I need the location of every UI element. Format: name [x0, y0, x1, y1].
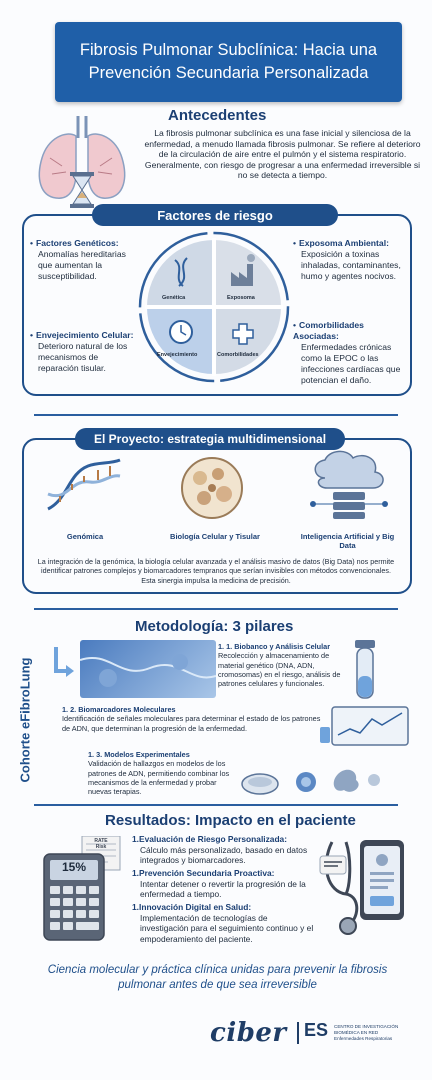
cloud-data-illustration	[303, 448, 395, 520]
wheel-label-exposoma: Exposoma	[227, 295, 255, 301]
result-item-1-title: Evaluación de Riesgo Personalizada:	[139, 834, 288, 844]
antecedentes-text: La fibrosis pulmonar subclínica es una fase inicial y silenciosa de la enfermedad, a menudo llamada fibrosis pulmonar. Se refiere al deterioro de la circulación de aire entre el pulmón y el sistema respiratorio. Generalmente, con riesgo de progresar a una enfermedad irreversible si no se detecta a tiempo.	[144, 128, 421, 181]
result-item-3-num: 1.	[132, 902, 139, 912]
result-item-2-text: Intentar detener o revertir la progresión de la enfermedad a tiempo.	[140, 878, 306, 900]
risk-wheel	[135, 228, 293, 386]
pillar-1-text: Recolección y almacenamiento de material genético (DNA, ADN, cromosomas) en el riesgo, análisis de patrones celulares y funcionales.	[218, 651, 341, 689]
microscopy-image	[80, 640, 216, 698]
org-line-1: CENTRO DE INVESTIGACIÓN	[334, 1024, 399, 1029]
section-divider	[34, 804, 398, 806]
closing-quote: Ciencia molecular y práctica clínica unidas para prevenir la fibrosis pulmonar antes de que sea irreversible	[47, 964, 388, 991]
test-tube-icon	[352, 640, 378, 704]
ciber-logo	[210, 1018, 287, 1048]
pillar-3	[88, 750, 238, 796]
result-item-3-title: Innovación Digital en Salud:	[139, 902, 252, 912]
lungs-hourglass-illustration	[28, 108, 136, 212]
arrow-icon	[52, 645, 78, 681]
pillar-2	[62, 705, 322, 733]
result-item-1-num: 1.	[132, 834, 139, 844]
cohorte-side-label-wrap	[10, 640, 40, 800]
result-item-3-text: Implementación de tecnologías de investigación para el seguimiento continuo y el empoderamiento del paciente.	[140, 912, 314, 944]
factor-comorbilidades-title: Comorbilidades Asociadas:	[293, 320, 364, 341]
cohorte-side-label: Cohorte eFibroLung	[17, 657, 33, 783]
proyecto-item-genomica: Genómica	[66, 532, 104, 541]
result-item-2-num: 1.	[132, 868, 139, 878]
experimental-models-icons	[238, 756, 388, 806]
resultados-heading: Resultados: Impacto en el paciente	[105, 812, 356, 829]
title-banner	[55, 22, 402, 102]
cell-petri-illustration	[178, 452, 246, 522]
calc-display: 15%	[61, 860, 87, 874]
factores-heading: Factores de riesgo	[92, 204, 338, 226]
pillar-2-text: Identificación de señales moleculares para determinar el estado de los patrones de ADN, que determinan la progresión de la enfermedad.	[62, 714, 321, 733]
pillar-2-title: 1. 2. Biomarcadores Moleculares	[62, 705, 176, 714]
calculator-illustration	[38, 836, 124, 944]
logo-separator	[297, 1022, 299, 1044]
proyecto-item-biologia: Biología Celular y Tisular	[170, 532, 260, 541]
ciber-logo-text: ciber	[210, 1018, 287, 1048]
org-line-2: BIOMÉDICA EN RED	[334, 1030, 379, 1035]
wheel-label-genetica: Genética	[162, 295, 186, 301]
proyecto-item-ia: Inteligencia Artificial y Big Data	[300, 532, 395, 550]
pillar-1	[218, 642, 350, 688]
proyecto-heading: El Proyecto: estrategia multidimensional	[75, 428, 345, 450]
factor-geneticos: • Factores Genéticos: Anomalías hereditarias que aumentan la susceptibilidad.	[30, 238, 130, 282]
wheel-label-envejecimiento: Envejecimiento	[157, 352, 198, 358]
org-name	[334, 1024, 398, 1042]
metodologia-heading: Metodología: 3 pilares	[135, 618, 294, 635]
result-item-1-text: Cálculo más personalizado, basado en datos integrados y biomarcadores.	[140, 844, 308, 866]
factor-geneticos-text: Anomalías hereditarias que aumentan la susceptibilidad.	[38, 249, 126, 281]
ciber-es-logo: ES	[304, 1020, 329, 1040]
monitor-chart-icon	[320, 705, 412, 749]
pillar-3-text: Validación de hallazgos en modelos de los patrones de ADN, permitiendo combinar los mecanismos de la enfermedad y probar nuevas terapias.	[88, 759, 230, 797]
pillar-1-title: 1. 1. Biobanco y Análisis Celular	[218, 642, 331, 651]
factor-comorbilidades: • Comorbilidades Asociadas: Enfermedades crónicas como la EPOC o las infecciones cardíacas que potencian el daño.	[293, 320, 405, 386]
dna-illustration	[38, 454, 128, 520]
result-item-2	[132, 868, 312, 900]
result-item-3	[132, 902, 317, 944]
factor-envejecimiento-title: Envejecimiento Celular:	[36, 330, 134, 340]
pillar-3-title: 1. 3. Modelos Experimentales	[88, 750, 190, 759]
page-title: Fibrosis Pulmonar Subclínica: Hacia una Prevención Secundaria Personalizada	[79, 41, 378, 82]
factor-exposoma: • Exposoma Ambiental: Exposición a toxinas inhaladas, contaminantes, humo y agentes nocivos.	[293, 238, 405, 282]
proyecto-text: La integración de la genómica, la biología celular avanzada y el análisis masivo de datos (Big Data) nos permite identificar patrones complejos y biomarcadores tempranos que serían invisibles con métodos convencionales. Esta sinergia impulsa la medicina de precisión.	[37, 557, 395, 585]
org-line-3: Enfermedades Respiratorias	[334, 1036, 393, 1041]
section-divider	[34, 414, 398, 416]
result-item-1	[132, 834, 312, 866]
phone-stethoscope-illustration	[318, 836, 410, 936]
wheel-label-comorbilidades: Comorbilidades	[217, 352, 259, 358]
factor-comorbilidades-text: Enfermedades crónicas como la EPOC o las infecciones cardíacas que potencian el daño.	[301, 342, 401, 385]
factor-envejecimiento: • Envejecimiento Celular: Deterioro natural de los mecanismos de reparación tisular.	[30, 330, 134, 373]
factor-exposoma-title: Exposoma Ambiental:	[299, 238, 389, 248]
factor-geneticos-title: Factores Genéticos:	[36, 238, 119, 248]
result-item-2-title: Prevención Secundaria Proactiva:	[139, 868, 275, 878]
antecedentes-heading: Antecedentes	[168, 107, 267, 124]
factor-envejecimiento-text: Deterioro natural de los mecanismos de reparación tisular.	[38, 341, 128, 373]
factor-exposoma-text: Exposición a toxinas inhaladas, contaminantes, humo y agentes nocivos.	[301, 249, 401, 281]
calc-paper-label: RATE Risk	[94, 838, 108, 850]
section-divider	[34, 608, 398, 610]
